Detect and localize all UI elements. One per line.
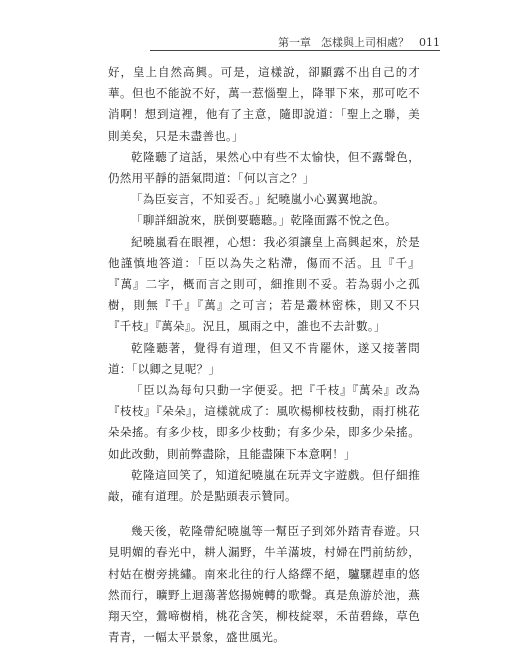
paragraph: 紀曉嵐看在眼裡，心想：我必須讓皇上高興起來，於是他謹慎地答道：「臣以為失之粘滯，傷而不活。且『千』『萬』二字，概而言之則可，細推則不妥。若為弱小之孤樹，則無『千』『萬』之可言；若是叢林密株，則又不只『千枝』『萬朵』。況且，風雨之中，誰也不去計數。」 xyxy=(108,234,420,334)
paragraph: 「為臣妄言，不知妥否。」紀曉嵐小心翼翼地說。 xyxy=(131,192,385,207)
section-break xyxy=(108,507,420,521)
paragraph: 好，皇上自然高興。可是，這樣說，卻顯露不出自己的才華。但也不能說不好，萬一惹惱聖上，降罪下來，那可吃不消啊！想到這裡，他有了主意，隨即說道：「聖上之聯，美則美矣，只是未盡善也。」 xyxy=(108,65,420,143)
paragraph: 乾隆聽著，覺得有道理，但又不肯罷休，遂又接著問道：「以卿之見呢？」 xyxy=(108,340,420,376)
paragraph: 乾隆這回笑了，知道紀曉嵐在玩弄文字遊戲。但仔細推敲，確有道理。於是點頭表示贊同。 xyxy=(108,467,420,504)
paragraph: 「聊詳細說來，朕倒要聽聽。」乾隆面露不悅之色。 xyxy=(131,213,397,228)
chapter-label: 第一章 xyxy=(278,36,311,49)
page-number: 011 xyxy=(419,35,440,49)
paragraph: 乾隆聽了這話，果然心中有些不太愉快，但不露聲色，仍然用平靜的語氣問道：「何以言之？」 xyxy=(108,149,420,186)
paragraph: 「臣以為每句只動一字便妥。把『千枝』『萬朵』改為『枝枝』『朵朵』，這樣就成了：風吹楊柳枝枝動，雨打桃花朵朵搖。有多少枝，即多少枝動；有多少朵，即多少朵搖。如此改動，則前弊盡除，且能盡陳下本意啊！」 xyxy=(108,383,420,461)
paragraph: 幾天後，乾隆帶紀曉嵐等一幫臣子到郊外踏青春遊。只見明媚的春光中，耕人漏野，牛羊滿坡，村婦在門前紡紗，村姑在樹旁挑繡。南來北往的行人絡繹不絕，驢騾趕車的悠然而行，曠野上迴蕩著悠揚婉轉的歌聲。真是魚游於池，燕翔天空，鶯啼樹梢，桃花含笑，柳枝綻翠，禾苗碧綠，草色青青，一幅太平景象，盛世風光。 xyxy=(108,524,420,645)
chapter-title: 怎樣與上司相處？ xyxy=(321,36,409,49)
body-text xyxy=(108,62,420,648)
header-rule xyxy=(150,50,440,51)
running-header xyxy=(150,34,440,50)
